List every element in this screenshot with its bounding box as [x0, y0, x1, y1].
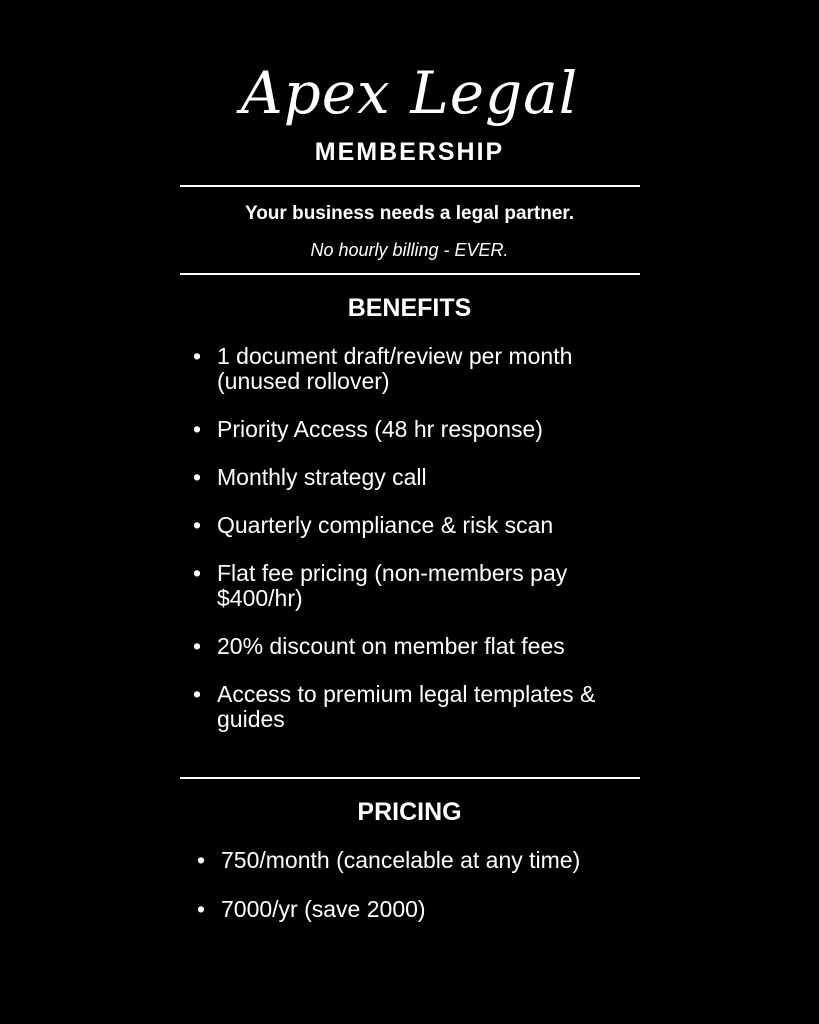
list-item — [197, 848, 637, 873]
bullet: • — [193, 560, 202, 586]
list-item-text: Flat fee pricing (non-members pay $400/hr) — [217, 560, 568, 611]
list-item-text: Quarterly compliance & risk scan — [217, 512, 554, 538]
list-item-text: 1 document draft/review per month (unused rollover) — [217, 343, 573, 394]
brand-logo: Apex Legal — [240, 59, 579, 127]
bullet: • — [193, 343, 202, 369]
tagline: Your business needs a legal partner. — [244, 203, 575, 224]
list-item — [193, 417, 633, 442]
list-item — [197, 897, 637, 922]
list-item — [193, 344, 633, 394]
bullet: • — [193, 464, 202, 490]
bullet: • — [193, 633, 202, 659]
bullet: • — [197, 896, 206, 922]
benefits-list — [193, 344, 633, 755]
divider — [180, 777, 640, 779]
list-item — [193, 682, 633, 732]
list-item — [193, 634, 633, 659]
pricing-heading: PRICING — [357, 798, 462, 826]
sub-tagline: No hourly billing - EVER. — [310, 240, 509, 260]
divider — [180, 185, 640, 187]
pricing-list — [197, 848, 637, 946]
list-item-text: Access to premium legal templates & guides — [217, 681, 596, 732]
list-item-text: 750/month (cancelable at any time) — [221, 847, 581, 873]
page-subtitle: MEMBERSHIP — [314, 138, 505, 166]
bullet: • — [193, 681, 202, 707]
divider — [180, 273, 640, 275]
list-item — [193, 561, 633, 611]
benefits-heading: BENEFITS — [347, 294, 472, 322]
list-item-text: Monthly strategy call — [217, 464, 427, 490]
list-item-text: Priority Access (48 hr response) — [217, 416, 543, 442]
list-item — [193, 513, 633, 538]
list-item-text: 7000/yr (save 2000) — [221, 896, 426, 922]
list-item — [193, 465, 633, 490]
bullet: • — [193, 416, 202, 442]
list-item-text: 20% discount on member flat fees — [217, 633, 565, 659]
bullet: • — [193, 512, 202, 538]
bullet: • — [197, 847, 206, 873]
